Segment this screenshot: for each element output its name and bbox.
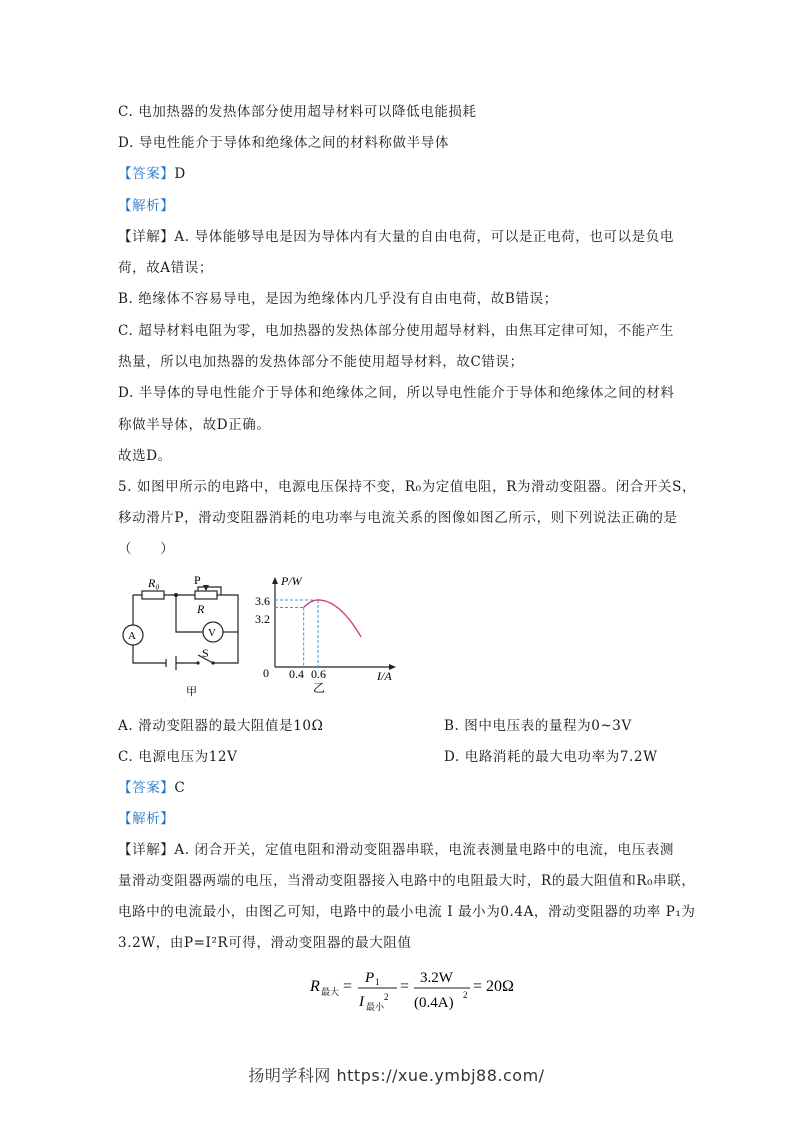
- detail-line-3: B. 绝缘体不容易导电，是因为绝缘体内几乎没有自由电荷，故B错误；: [118, 291, 558, 307]
- analysis-line-2: 【解析】: [118, 811, 175, 827]
- ytick-3.2: 3.2: [255, 612, 270, 626]
- svg-text:3.2W: 3.2W: [420, 970, 453, 986]
- power-current-graph: [255, 575, 405, 695]
- label-voltmeter: V: [208, 627, 216, 639]
- option-d-line: D. 导电性能介于导体和绝缘体之间的材料称做半导体: [118, 135, 449, 151]
- svg-text:最小: 最小: [366, 1002, 385, 1012]
- xtick-0.6: 0.6: [311, 667, 326, 681]
- answer-value: D: [174, 166, 186, 182]
- label-p: P: [194, 575, 201, 587]
- question-5-line-3: （ ）: [118, 541, 175, 557]
- svg-text:I: I: [359, 994, 364, 1010]
- circuit-diagram: [118, 575, 248, 700]
- svg-text:1: 1: [375, 977, 380, 987]
- resistor-r0: [142, 591, 164, 599]
- resistance-formula: [300, 960, 530, 1020]
- detail-line-1: 【详解】A. 导体能够导电是因为导体内有大量的自由电荷，可以是正电荷，也可以是负电: [118, 229, 674, 245]
- svg-text:R: R: [310, 978, 320, 995]
- detail-line-7: 称做半导体，故D正确。: [118, 417, 271, 433]
- label-ammeter: A: [128, 630, 136, 642]
- option-b: B. 图中电压表的量程为0~3V: [444, 718, 632, 734]
- answer-tag: 【答案】: [118, 166, 175, 182]
- detail-line-5: 热量，所以电加热器的发热体部分不能使用超导材料，故C错误；: [118, 354, 524, 370]
- footer-watermark: 扬明学科网 https://xue.ymbj88.com/: [248, 1066, 545, 1085]
- question-5-line-1: 5. 如图甲所示的电路中，电源电压保持不变，R₀为定值电阻，R为滑动变阻器。闭合开关S，: [118, 479, 697, 495]
- svg-text:=: =: [400, 978, 410, 995]
- answer-line-2: [118, 779, 185, 797]
- analysis-line-1: 【解析】: [118, 198, 175, 214]
- answer-value-2: C: [174, 780, 186, 796]
- caption-jia: 甲: [186, 686, 197, 698]
- label-r0: R₀: [148, 576, 160, 590]
- detail2-line-2: 量滑动变阻器两端的电压，当滑动变阻器接入电路中的电阻最大时，R的最大阻值和R₀串联，: [118, 873, 696, 889]
- caption-yi: 乙: [313, 681, 326, 695]
- y-axis-label: P/W: [281, 575, 302, 588]
- x-axis-label: I/A: [377, 669, 392, 683]
- detail2-line-3: 电路中的电流最小，由图乙可知，电路中的最小电流 I 最小为0.4A，滑动变阻器的功率 P₁为: [118, 904, 696, 920]
- option-d: D. 电路消耗的最大电功率为7.2W: [444, 749, 658, 765]
- option-c: C. 电源电压为12V: [118, 749, 238, 765]
- detail-line-8: 故选D。: [118, 448, 172, 464]
- svg-text:最大: 最大: [321, 987, 340, 997]
- svg-text:2: 2: [463, 990, 468, 1000]
- label-r: R: [197, 602, 205, 616]
- rheostat-r: [195, 591, 217, 599]
- detail-line-2: 荷，故A错误；: [118, 260, 213, 276]
- option-c-line: C. 电加热器的发热体部分使用超导材料可以降低电能损耗: [118, 104, 477, 120]
- svg-text:= 20Ω: = 20Ω: [473, 978, 514, 995]
- label-switch: S: [202, 646, 209, 660]
- question-5-line-2: 移动滑片P，滑动变阻器消耗的电功率与电流关系的图像如图乙所示，则下列说法正确的是: [118, 510, 678, 526]
- svg-text:P: P: [365, 970, 375, 986]
- ytick-3.6: 3.6: [255, 594, 270, 608]
- svg-text:2: 2: [384, 992, 389, 1002]
- option-a: A. 滑动变阻器的最大阻值是10Ω: [118, 718, 324, 734]
- svg-text:=: =: [343, 978, 353, 995]
- power-curve: [304, 600, 361, 637]
- origin-label: 0: [263, 666, 269, 680]
- answer-line-1: [118, 165, 186, 183]
- answer-tag-2: 【答案】: [118, 780, 175, 796]
- detail-line-4: C. 超导材料电阻为零，电加热器的发热体部分使用超导材料，由焦耳定律可知，不能产生: [118, 323, 675, 339]
- xtick-0.4: 0.4: [289, 667, 304, 681]
- svg-text:(0.4A): (0.4A): [414, 995, 454, 1011]
- detail-line-6: D. 半导体的导电性能介于导体和绝缘体之间，所以导电性能介于导体和绝缘体之间的材料: [118, 385, 675, 401]
- detail2-line-4: 3.2W，由P=I²R可得，滑动变阻器的最大阻值: [118, 935, 412, 951]
- detail2-line-1: 【详解】A. 闭合开关，定值电阻和滑动变阻器串联，电流表测量电路中的电流，电压表测: [118, 842, 674, 858]
